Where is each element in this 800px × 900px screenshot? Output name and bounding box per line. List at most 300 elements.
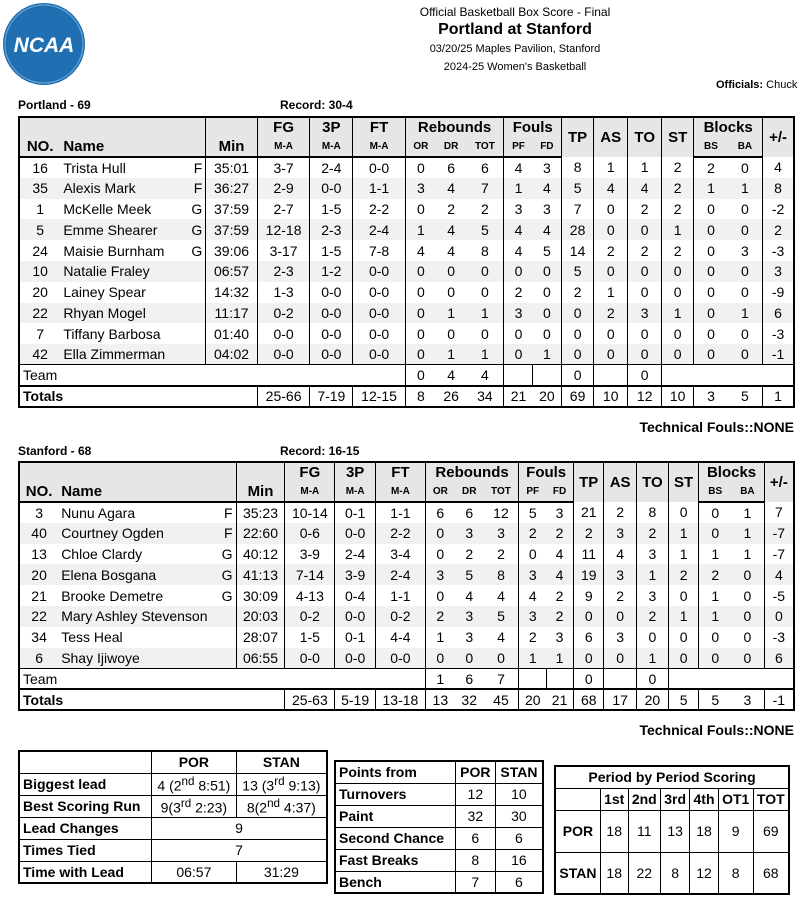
stat-cell: -5 <box>772 587 786 604</box>
stat-cell: 0 <box>628 282 662 303</box>
hdr-blank <box>206 117 258 137</box>
player-number: 22 <box>19 303 60 324</box>
stat-cell: 5 <box>466 219 503 240</box>
best-run-label: Best Scoring Run <box>19 795 152 817</box>
totals-cell: 25-63 <box>285 689 335 710</box>
player-position: G <box>221 587 233 604</box>
col-por: POR <box>152 751 237 773</box>
stat-cell: 2 <box>519 523 546 544</box>
totals-label: Totals <box>19 386 257 407</box>
col-to: TO <box>636 462 668 502</box>
player-number: 6 <box>19 648 58 669</box>
stat-cell: 0 <box>628 219 662 240</box>
stat-cell: 1 <box>728 178 763 199</box>
player-position: F <box>223 504 233 521</box>
box-score-status: Official Basketball Box Score - Final <box>419 5 611 19</box>
col-plus-minus: +/- <box>764 462 794 502</box>
stat-cell: 0 <box>604 648 636 669</box>
col-blocks: Blocks <box>694 117 763 137</box>
stat-cell: 3-9 <box>285 544 335 565</box>
stat-cell: 7 <box>562 199 594 220</box>
stat-cell: 4 <box>447 242 456 259</box>
stat-cell: 0 <box>405 261 436 282</box>
col-pf: PF <box>519 482 546 502</box>
stat-cell: 0 <box>707 200 715 217</box>
period-score: 68 <box>753 852 789 894</box>
stat-cell: 1 <box>436 344 467 365</box>
period-score: 18 <box>690 810 718 852</box>
stat-cell: 0-0 <box>285 648 335 669</box>
period-score: 69 <box>753 810 789 852</box>
stat-cell: 2 <box>465 545 474 562</box>
stat-cell: 5 <box>455 564 484 585</box>
time-with-lead-stan: 31:29 <box>236 861 327 883</box>
stat-cell: 4 <box>436 219 467 240</box>
points-category: Second Chance <box>335 827 455 849</box>
stat-cell: 0 <box>711 504 720 521</box>
stat-cell: 0 <box>562 323 594 344</box>
player-number: 16 <box>32 159 48 176</box>
col-no: NO. <box>19 482 58 502</box>
player-number: 40 <box>19 523 58 544</box>
stat-cell: 1 <box>668 523 698 544</box>
stat-cell: 0 <box>562 344 594 365</box>
totals-cell: 3 <box>731 689 764 710</box>
period-score: 12 <box>690 852 718 894</box>
stat-cell: 1-5 <box>310 199 353 220</box>
stat-cell: 0-1 <box>335 627 376 648</box>
stat-cell: 0-0 <box>310 344 353 365</box>
player-number: 22 <box>19 606 58 627</box>
stat-cell: 2 <box>425 606 454 627</box>
stat-cell: 0 <box>731 606 764 627</box>
stat-cell: 0-0 <box>310 178 353 199</box>
col-st: ST <box>662 117 694 157</box>
best-run-stan: 8(2nd 4:37) <box>236 795 327 817</box>
player-name: Ella Zimmerman <box>60 344 205 365</box>
stat-cell: 1 <box>628 157 662 178</box>
player-name: Tiffany Barbosa <box>60 323 205 344</box>
stat-cell: 2 <box>574 523 604 544</box>
player-number: 24 <box>32 242 48 259</box>
stat-cell: 1 <box>436 629 445 646</box>
stat-cell: 2-4 <box>335 544 376 565</box>
totals-cell: 68 <box>574 689 604 710</box>
team-blank <box>662 365 794 386</box>
player-position: G <box>221 566 233 583</box>
stat-cell: 1 <box>662 219 694 240</box>
points-por: 6 <box>455 827 495 849</box>
team-tp: 0 <box>574 668 604 689</box>
team-or: 1 <box>425 668 454 689</box>
hdr-blank <box>58 462 236 482</box>
stat-cell: 6 <box>763 303 794 324</box>
totals-label: Totals <box>19 689 285 710</box>
stat-cell: 0 <box>662 282 694 303</box>
game-venue: 03/20/25 Maples Pavilion, Stanford <box>429 43 601 55</box>
stat-cell: 0-0 <box>353 344 406 365</box>
stat-cell: 4 <box>416 242 425 259</box>
times-tied-label: Times Tied <box>19 839 152 861</box>
points-from-table <box>334 760 544 894</box>
stanford-record: Record: 16-15 <box>280 444 360 458</box>
stat-cell: 1 <box>668 606 698 627</box>
stat-cell: 0 <box>728 344 763 365</box>
biggest-lead-label: Biggest lead <box>19 773 152 795</box>
stat-cell: 2 <box>662 240 694 261</box>
stat-cell: 1-5 <box>310 240 353 261</box>
stat-cell: 0-2 <box>376 606 426 627</box>
totals-cell: 69 <box>562 386 594 407</box>
player-row <box>19 282 794 303</box>
stat-cell: 0 <box>425 523 454 544</box>
stat-cell: 2-2 <box>376 523 426 544</box>
stat-cell: 3 <box>636 544 668 565</box>
stat-cell: 0 <box>604 606 636 627</box>
lead-changes-label: Lead Changes <box>19 817 152 839</box>
stat-cell: 0 <box>533 282 562 303</box>
player-name: Trista Hull F <box>60 157 205 178</box>
stat-cell: 4 <box>504 219 533 240</box>
team-blank <box>604 668 636 689</box>
stat-cell: 06:57 <box>206 261 258 282</box>
stat-cell: 0-2 <box>285 606 335 627</box>
col-ma: M-A <box>310 137 353 157</box>
stat-cell: 11:17 <box>206 303 258 324</box>
stat-cell: 0 <box>466 323 503 344</box>
col-tp: TP <box>562 117 594 157</box>
stat-cell: 0-0 <box>257 323 310 344</box>
stat-cell: 0 <box>405 303 436 324</box>
player-position: G <box>191 242 203 259</box>
stat-cell: 12-18 <box>257 219 310 240</box>
stat-cell: 0 <box>466 282 503 303</box>
stat-cell: 0 <box>668 648 698 669</box>
stat-cell: 0 <box>764 606 794 627</box>
stat-cell: 4 <box>514 242 523 259</box>
period-score: 9 <box>718 810 753 852</box>
stat-cell: 3 <box>604 564 636 585</box>
stat-cell: 2-3 <box>310 219 353 240</box>
stat-cell: 28 <box>562 219 594 240</box>
stat-cell: 1 <box>636 648 668 669</box>
time-with-lead-por: 06:57 <box>152 861 237 883</box>
col-dr: DR <box>436 137 467 157</box>
stat-cell: 8 <box>763 178 794 199</box>
team-row <box>19 668 794 689</box>
stat-cell: 0-0 <box>353 282 406 303</box>
points-from-row <box>335 849 543 871</box>
totals-row <box>19 386 794 407</box>
totals-cell: 13 <box>425 689 454 710</box>
period-row <box>555 810 789 852</box>
col-ft: FT <box>376 462 426 482</box>
stat-cell: -3 <box>771 325 785 342</box>
points-stan: 10 <box>495 783 543 805</box>
stat-cell: 0 <box>594 199 628 220</box>
stat-cell: 6 <box>574 627 604 648</box>
period-score: 11 <box>628 810 660 852</box>
player-position: G <box>191 200 203 217</box>
stat-cell: 0 <box>694 219 728 240</box>
stat-cell: 6 <box>447 159 456 176</box>
team-blank <box>519 668 546 689</box>
player-number: 5 <box>19 219 60 240</box>
stat-cell: 0 <box>504 261 533 282</box>
stat-cell: 1 <box>546 648 573 669</box>
stat-cell: 3 <box>533 157 562 178</box>
stat-cell: 0 <box>628 344 662 365</box>
stat-cell: 21 <box>574 502 604 523</box>
stat-cell: 0 <box>447 284 456 301</box>
stat-cell: 3 <box>455 523 484 544</box>
stat-cell: 6 <box>465 504 474 521</box>
player-position: G <box>191 221 203 238</box>
col-tot: TOT <box>484 482 519 502</box>
team-dr: 6 <box>455 668 484 689</box>
stat-cell: 0-0 <box>335 523 376 544</box>
stat-cell: 14:32 <box>206 282 258 303</box>
player-name: McKelle Meek G <box>60 199 205 220</box>
stat-cell: 0 <box>699 648 731 669</box>
points-por: 12 <box>455 783 495 805</box>
col-fd: FD <box>546 482 573 502</box>
stat-cell: 0 <box>594 261 628 282</box>
stat-cell: 0 <box>662 261 694 282</box>
col-or: OR <box>425 482 454 502</box>
stat-cell: 0 <box>466 261 503 282</box>
stat-cell: 8 <box>562 157 594 178</box>
stat-cell: 28:07 <box>236 627 285 648</box>
totals-cell: 20 <box>533 386 562 407</box>
stat-cell: 0 <box>416 325 425 342</box>
stat-cell: 3 <box>636 585 668 606</box>
totals-cell: 1 <box>763 386 794 407</box>
stat-cell: 2 <box>447 200 456 217</box>
stat-cell: 1 <box>731 502 764 523</box>
stat-cell: 0 <box>425 648 454 669</box>
period-col: 1st <box>600 788 628 810</box>
portland-record: Record: 30-4 <box>280 98 353 112</box>
totals-cell: 34 <box>466 386 503 407</box>
stat-cell: 4 <box>774 159 782 176</box>
player-name: Alexis Mark F <box>60 178 205 199</box>
stat-cell: -9 <box>771 284 785 301</box>
stat-cell: 0 <box>728 282 763 303</box>
stat-cell: 2 <box>594 240 628 261</box>
player-number: 35 <box>19 178 60 199</box>
stat-cell: 1 <box>636 564 668 585</box>
stat-cell: 8 <box>484 564 519 585</box>
period-scoring-title: Period by Period Scoring <box>555 766 789 788</box>
team-blank <box>594 365 628 386</box>
stat-cell: 0 <box>662 323 694 344</box>
stat-cell: 2 <box>707 159 715 176</box>
stat-cell: 0 <box>728 157 763 178</box>
stat-cell: 1 <box>405 219 436 240</box>
stat-cell: 1-1 <box>376 502 426 523</box>
stat-cell: 3 <box>604 523 636 544</box>
team-tp: 0 <box>562 365 594 386</box>
stat-cell: 0 <box>694 303 728 324</box>
points-from-row <box>335 871 543 893</box>
stat-cell: 0 <box>668 502 698 523</box>
stat-cell: 4 <box>594 178 628 199</box>
col-as: AS <box>594 117 628 157</box>
player-number: 10 <box>19 261 60 282</box>
stat-cell: 2 <box>594 303 628 324</box>
stat-cell: 0-6 <box>285 523 335 544</box>
stat-cell: 0-0 <box>353 303 406 324</box>
stat-cell: 0 <box>728 199 763 220</box>
player-row <box>19 303 794 324</box>
stat-cell: 4 <box>465 587 474 604</box>
player-row <box>19 627 794 648</box>
team-tot: 7 <box>484 668 519 689</box>
player-row <box>19 323 794 344</box>
stat-cell: 0 <box>533 261 562 282</box>
stat-cell: 7 <box>466 178 503 199</box>
player-number: 1 <box>36 200 45 217</box>
stat-cell: 3-17 <box>257 240 310 261</box>
stat-cell: 5 <box>528 504 537 521</box>
col-rebounds: Rebounds <box>425 462 518 482</box>
stat-cell: 4-13 <box>285 585 335 606</box>
hdr-blank <box>19 117 60 137</box>
stat-cell: 2 <box>699 564 731 585</box>
stat-cell: 4 <box>533 219 562 240</box>
points-from-row <box>335 805 543 827</box>
stat-cell: 3-4 <box>376 544 426 565</box>
col-fouls: Fouls <box>519 462 574 482</box>
period-team: STAN <box>555 852 600 894</box>
col-min: Min <box>236 482 285 502</box>
stat-cell: 2-2 <box>353 199 406 220</box>
stat-cell: 4 <box>436 178 467 199</box>
col-fg: FG <box>285 462 335 482</box>
stat-cell: 2 <box>484 544 519 565</box>
player-row <box>19 564 794 585</box>
stat-cell: 3 <box>533 199 562 220</box>
col-tp3: 3P <box>335 462 376 482</box>
totals-cell: 10 <box>662 386 694 407</box>
stat-cell: 19 <box>574 564 604 585</box>
player-number: 34 <box>31 629 47 646</box>
stat-cell: 0 <box>594 323 628 344</box>
stat-cell: 4-4 <box>376 627 426 648</box>
hdr-blank <box>19 462 58 482</box>
totals-cell: 8 <box>405 386 436 407</box>
points-por: 32 <box>455 805 495 827</box>
lead-changes-value: 9 <box>152 817 328 839</box>
stat-cell: 4 <box>764 564 794 585</box>
player-name: Natalie Fraley <box>60 261 205 282</box>
stat-cell: 2 <box>528 629 537 646</box>
stat-cell: 14 <box>562 240 594 261</box>
period-col: 4th <box>690 788 718 810</box>
stat-cell: 3 <box>425 564 454 585</box>
stat-cell: 0-4 <box>335 585 376 606</box>
stat-cell: 1 <box>731 523 764 544</box>
col-blocks: Blocks <box>699 462 764 482</box>
stat-cell: 2 <box>546 585 573 606</box>
player-row <box>19 261 794 282</box>
player-number: 42 <box>19 344 60 365</box>
totals-cell: 5 <box>728 386 763 407</box>
col-ma: M-A <box>376 482 426 502</box>
totals-row <box>19 689 794 710</box>
stat-cell: 0-0 <box>353 323 406 344</box>
stat-cell: 5 <box>533 240 562 261</box>
team-blank <box>546 668 573 689</box>
player-row <box>19 523 794 544</box>
player-number: 7 <box>36 325 45 342</box>
stat-cell: 2 <box>628 199 662 220</box>
stat-cell: 5 <box>562 261 594 282</box>
stanford-team-label: Stanford - 68 <box>18 444 92 458</box>
logo-text: NCAA <box>13 34 75 57</box>
stat-cell: 2-7 <box>257 199 310 220</box>
stat-cell: 0 <box>436 261 467 282</box>
team-label: Team <box>19 668 425 689</box>
points-stan: 6 <box>495 871 543 893</box>
stat-cell: 9 <box>574 585 604 606</box>
stat-cell: 2 <box>546 606 573 627</box>
stat-cell: 1 <box>533 344 562 365</box>
stat-cell: 1 <box>504 178 533 199</box>
period-score: 22 <box>628 852 660 894</box>
stat-cell: 0 <box>628 261 662 282</box>
portland-team-label: Portland - 69 <box>18 98 91 112</box>
stat-cell: 1-2 <box>310 261 353 282</box>
stat-cell: 0 <box>731 585 764 606</box>
hdr-blank <box>236 462 285 482</box>
totals-cell: 13-18 <box>376 689 426 710</box>
stat-cell: 37:59 <box>206 199 258 220</box>
stat-cell: -3 <box>772 629 786 646</box>
totals-cell: 26 <box>436 386 467 407</box>
totals-cell: 32 <box>455 689 484 710</box>
portland-technical-fouls: Technical Fouls::NONE <box>639 419 794 435</box>
points-from-header: Points from <box>335 761 455 783</box>
player-number: 3 <box>35 504 43 521</box>
period-col: 2nd <box>628 788 660 810</box>
col-ma: M-A <box>335 482 376 502</box>
team-dr: 4 <box>436 365 467 386</box>
team-blank <box>668 668 794 689</box>
stat-cell: 39:06 <box>206 240 258 261</box>
stat-cell: 0-2 <box>257 303 310 324</box>
stat-cell: 0-0 <box>257 344 310 365</box>
totals-cell: 45 <box>484 689 519 710</box>
player-row <box>19 344 794 365</box>
stat-cell: 4 <box>533 178 562 199</box>
stat-cell: 35:23 <box>236 502 285 523</box>
stat-cell: 3 <box>484 523 519 544</box>
points-stan: 6 <box>495 827 543 849</box>
totals-cell: 21 <box>504 386 533 407</box>
col-or: OR <box>405 137 436 157</box>
period-score: 18 <box>600 852 628 894</box>
team-label: Team <box>19 365 405 386</box>
totals-cell: 5-19 <box>335 689 376 710</box>
player-row <box>19 502 794 523</box>
stat-cell: 0 <box>699 523 731 544</box>
col-fg: FG <box>257 117 310 137</box>
stat-cell: 0 <box>628 323 662 344</box>
stat-cell: 0 <box>436 545 445 562</box>
player-row <box>19 199 794 220</box>
